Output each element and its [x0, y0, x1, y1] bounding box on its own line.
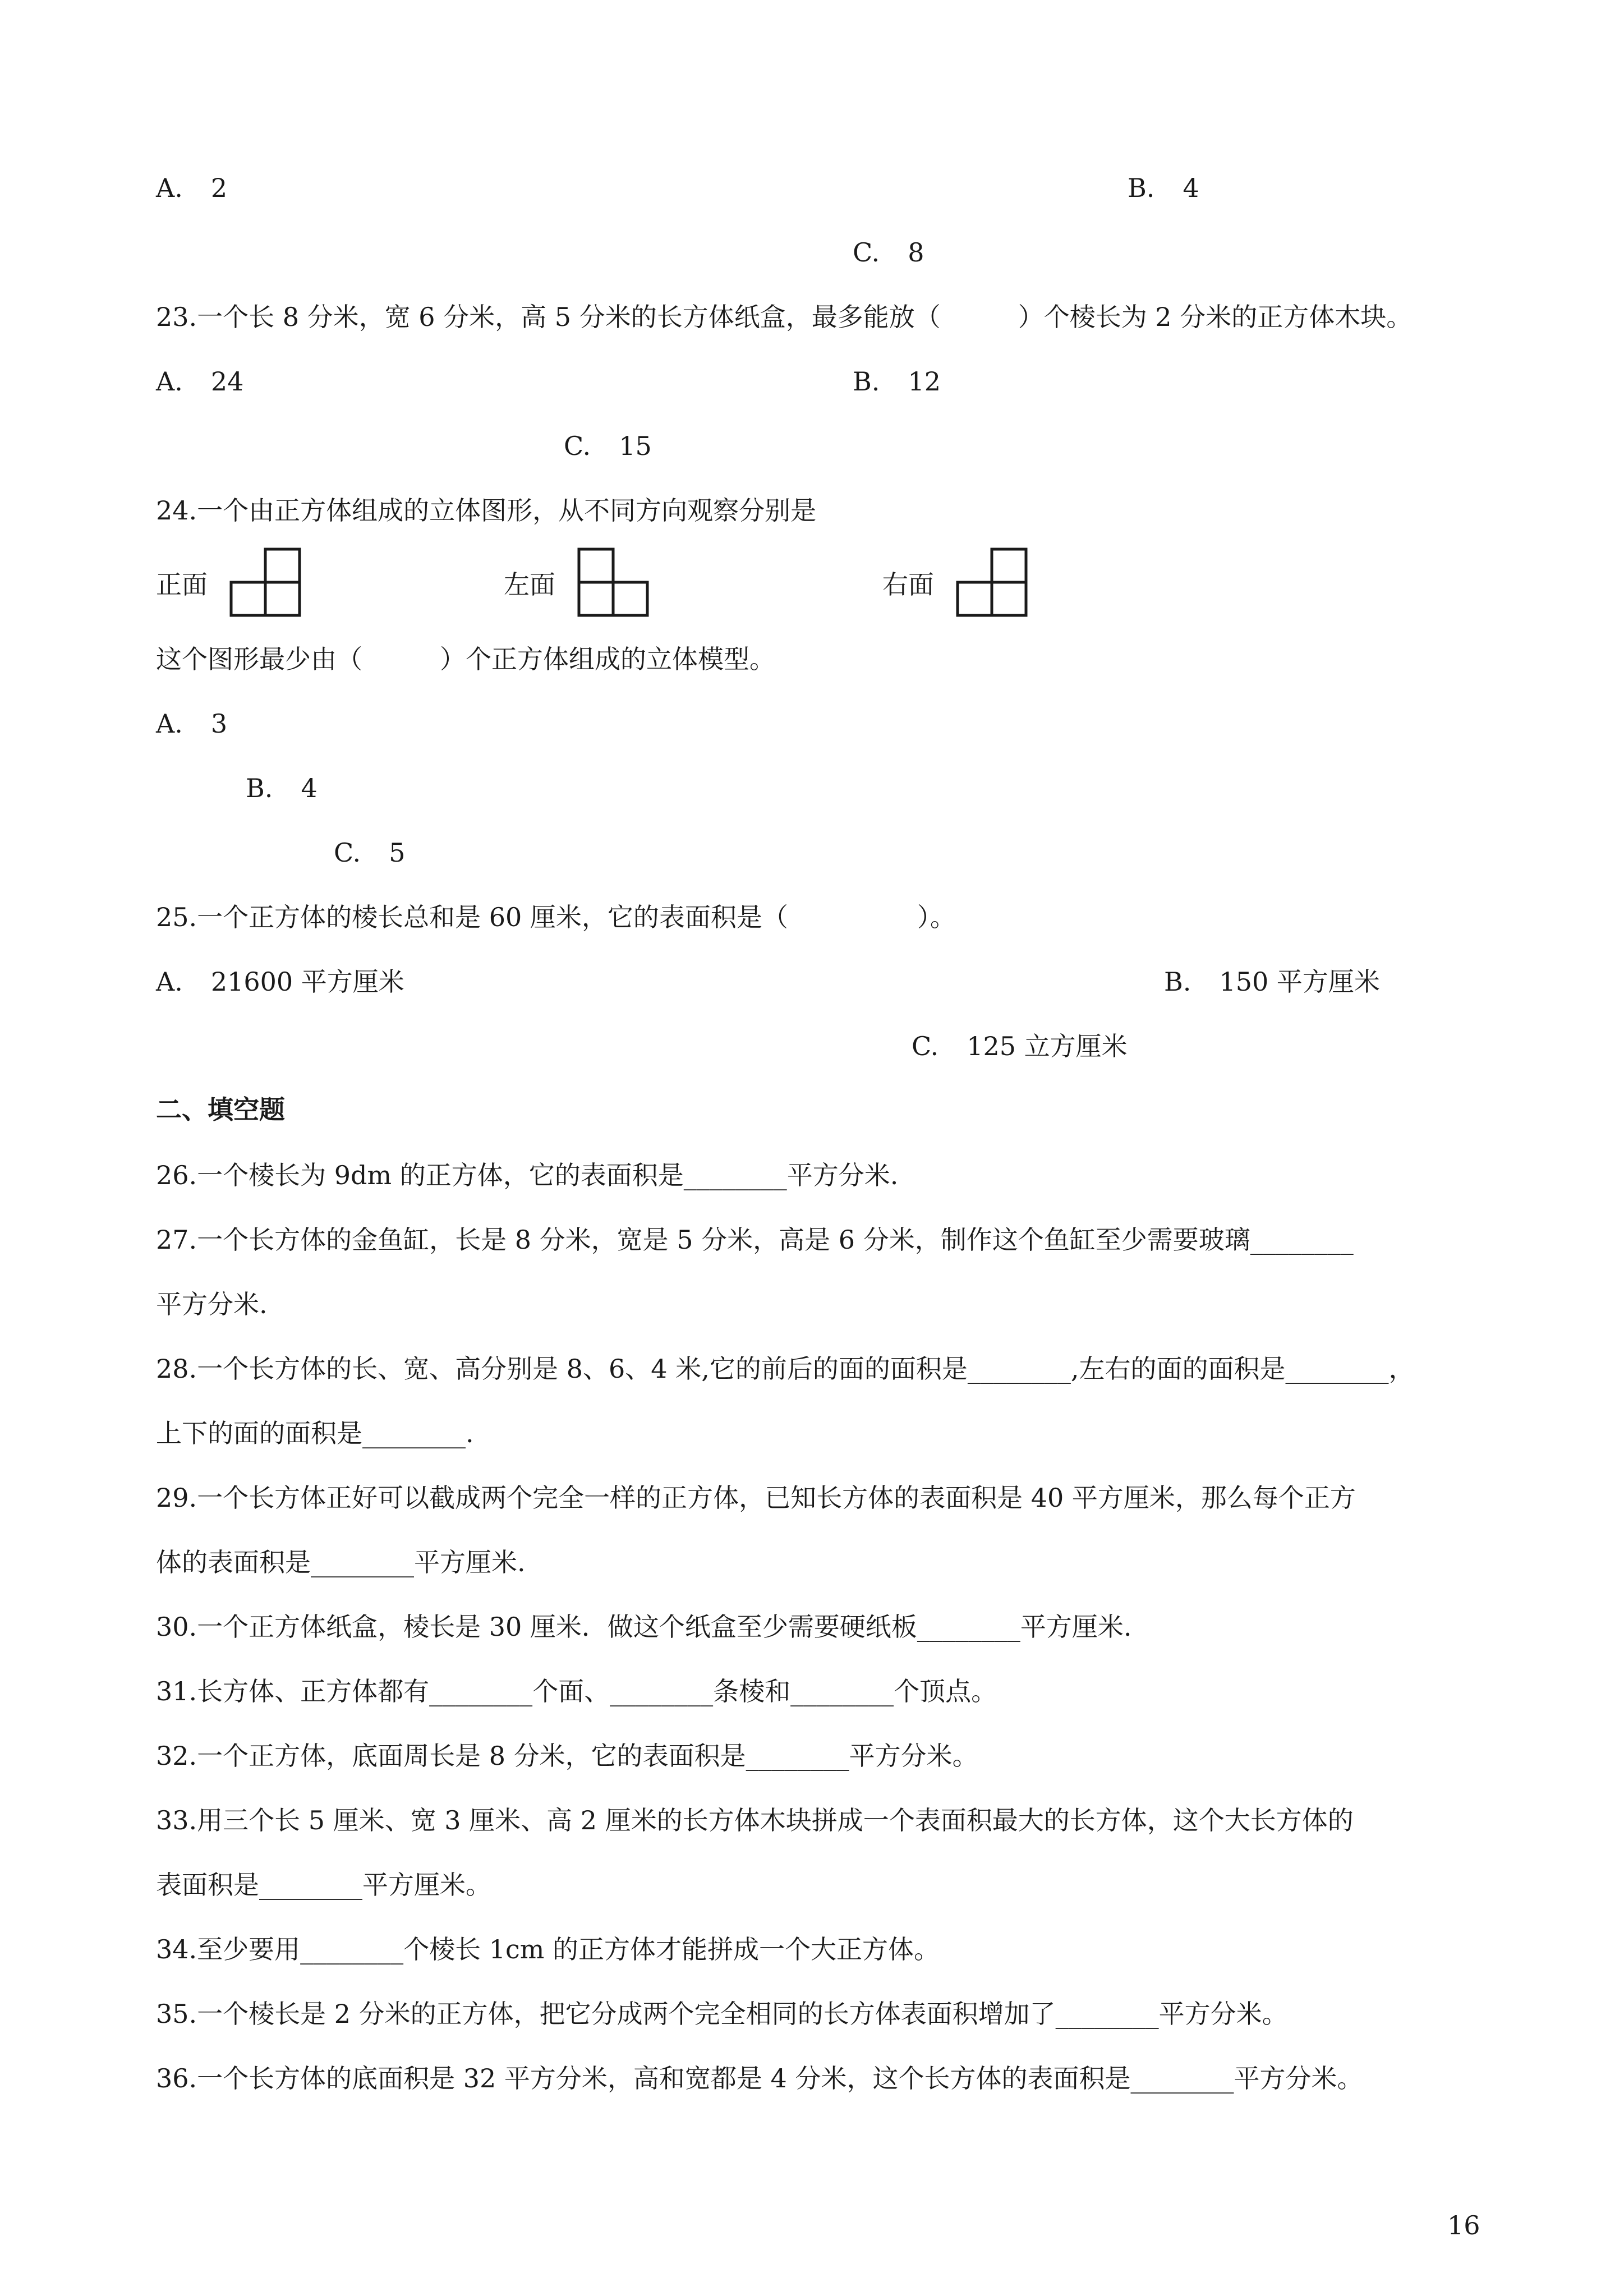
option-value: 24 [210, 366, 244, 397]
option-label: C. [912, 1031, 939, 1061]
q25-option-a[interactable] [156, 965, 404, 999]
q24-stem: 24.一个由正方体组成的立体图形，从不同方向观察分别是 [156, 495, 817, 526]
question-34: 34.至少要用________个棱长 1cm 的正方体才能拼成一个大正方体。 [156, 1934, 940, 1964]
question-33-cont: 表面积是________平方厘米。 [156, 1870, 491, 1900]
option-label: B. [853, 366, 880, 397]
option-value: 21600 平方厘米 [210, 967, 404, 997]
question-27: 27.一个长方体的金鱼缸，长是 8 分米，宽是 5 分米，高是 6 分米，制作这个鱼缸至少需要玻璃________ [156, 1225, 1354, 1255]
option-label: C. [334, 838, 361, 868]
option-value: 3 [210, 708, 228, 739]
option-value: 4 [1183, 173, 1199, 203]
option-value: 150 平方厘米 [1219, 967, 1380, 997]
option-label: B. [1128, 173, 1155, 203]
q23-stem: 23.一个长 8 分米，宽 6 分米，高 5 分米的长方体纸盒，最多能放（ ）个棱长为 2 分米的正方体木块。 [156, 302, 1413, 332]
q24-option-c[interactable] [334, 836, 405, 869]
question-26: 26.一个棱长为 9dm 的正方体，它的表面积是________平方分米. [156, 1160, 899, 1190]
q24-option-a[interactable] [156, 707, 227, 740]
question-35: 35.一个棱长是 2 分米的正方体，把它分成两个完全相同的长方体表面积增加了________平方分米。 [156, 1999, 1288, 2029]
q25-stem: 25.一个正方体的棱长总和是 60 厘米，它的表面积是（ ）。 [156, 902, 956, 932]
option-label: B. [1164, 967, 1191, 997]
question-29: 29.一个长方体正好可以截成两个完全一样的正方体，已知长方体的表面积是 40 平方厘米，那么每个正方 [156, 1483, 1356, 1513]
left-view-label: 左面 [504, 569, 555, 600]
q23-option-a[interactable] [156, 365, 243, 398]
question-30: 30.一个正方体纸盒，棱长是 30 厘米．做这个纸盒至少需要硬纸板________平方厘米. [156, 1612, 1132, 1642]
option-value: 8 [908, 237, 924, 268]
option-value: 12 [908, 366, 941, 397]
option-label: A. [156, 173, 183, 203]
section-title: 二、填空题 [156, 1094, 285, 1125]
q23-option-c[interactable] [564, 429, 652, 463]
left-view-figure [577, 547, 650, 618]
q24-option-b[interactable] [246, 771, 318, 805]
q25-option-c[interactable] [912, 1029, 1128, 1063]
option-label: B. [246, 773, 273, 803]
q22-option-c[interactable] [853, 236, 924, 269]
question-32: 32.一个正方体，底面周长是 8 分米，它的表面积是________平方分米。 [156, 1741, 978, 1771]
question-36: 36.一个长方体的底面积是 32 平方分米，高和宽都是 4 分米，这个长方体的表面积是________平方分米。 [156, 2063, 1363, 2093]
option-value: 4 [301, 773, 318, 803]
option-value: 125 立方厘米 [967, 1031, 1128, 1061]
q25-option-b[interactable] [1164, 965, 1380, 999]
right-view-label: 右面 [882, 569, 934, 600]
option-label: C. [853, 237, 880, 268]
question-28: 28.一个长方体的长、宽、高分别是 8、6、4 米,它的前后的面的面积是________,左右的面的面积是________， [156, 1354, 1415, 1384]
option-label: A. [156, 366, 183, 397]
option-value: 2 [210, 173, 228, 203]
question-33: 33.用三个长 5 厘米、宽 3 厘米、高 2 厘米的长方体木块拼成一个表面积最大的长方体，这个大长方体的 [156, 1805, 1354, 1835]
right-view-figure [955, 547, 1028, 618]
option-label: A. [156, 708, 183, 739]
front-view-figure [229, 547, 302, 618]
option-value: 15 [619, 431, 652, 461]
q23-option-b[interactable] [853, 365, 941, 398]
front-view-label: 正面 [156, 569, 208, 600]
option-value: 5 [389, 838, 406, 868]
option-label: A. [156, 967, 183, 997]
question-31: 31.长方体、正方体都有________个面、________条棱和________个顶点。 [156, 1676, 997, 1706]
question-28-cont: 上下的面的面积是________. [156, 1418, 474, 1448]
q22-option-b[interactable] [1128, 171, 1199, 205]
q22-option-a[interactable] [156, 171, 227, 205]
q24-stem-2: 这个图形最少由（ ）个正方体组成的立体模型。 [156, 644, 775, 674]
page-number: 16 [1447, 2210, 1480, 2240]
question-29-cont: 体的表面积是________平方厘米. [156, 1547, 526, 1577]
question-27-cont: 平方分米. [156, 1289, 268, 1319]
option-label: C. [564, 431, 591, 461]
